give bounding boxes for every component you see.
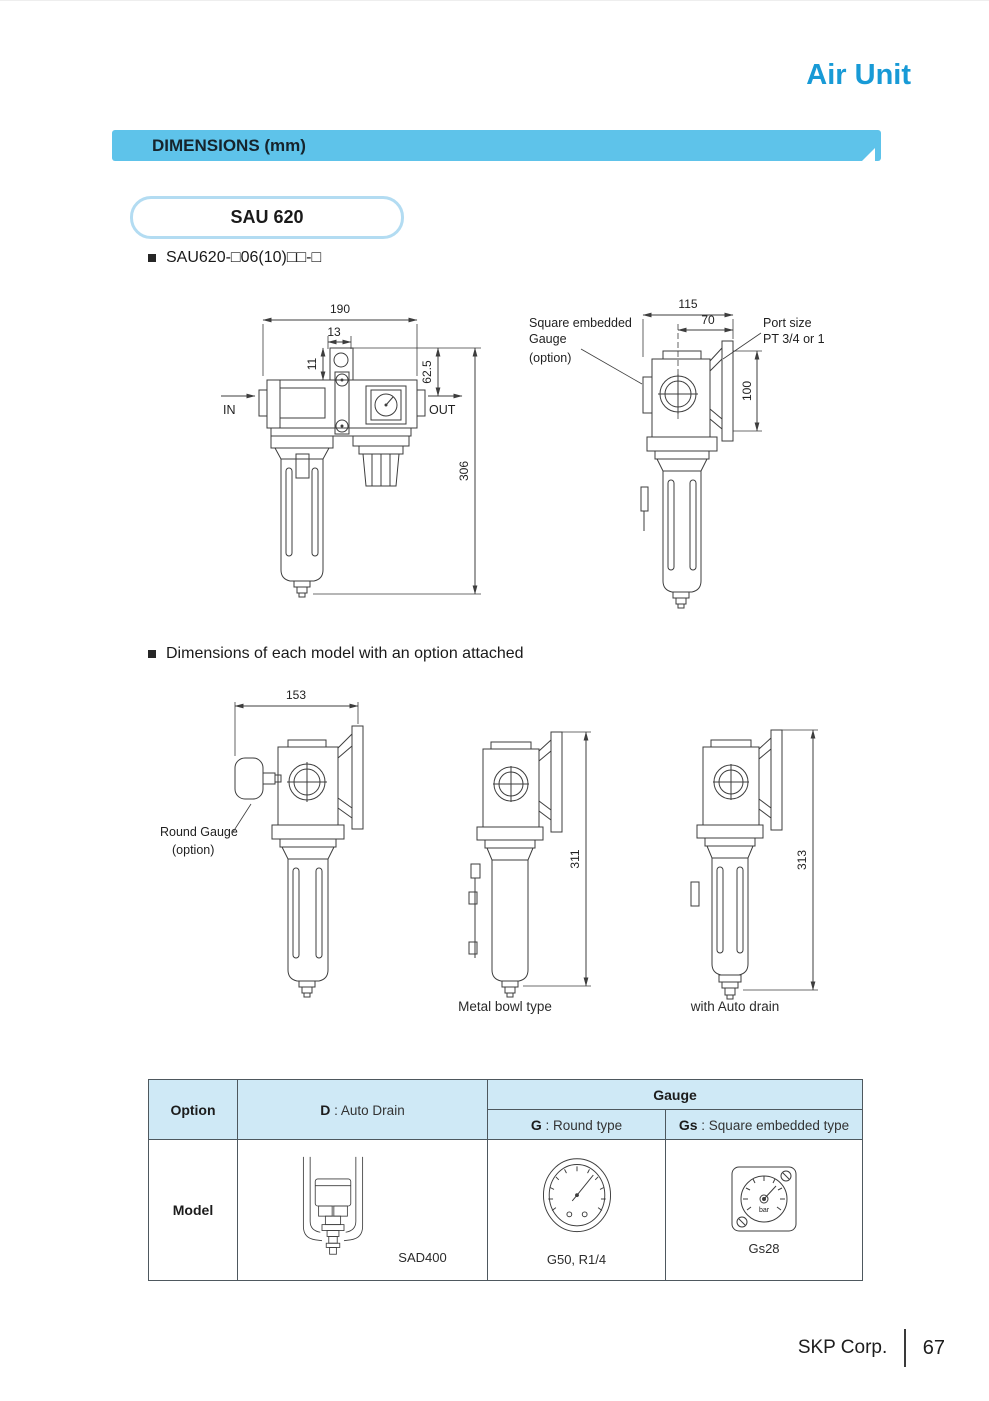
auto-drain-caption: with Auto drain [690,999,780,1014]
bracket-flange [771,730,782,830]
square-gauge-model-cell [666,1140,863,1281]
dim-offset-label: 70 [701,313,715,327]
square-bullet-icon [148,650,156,658]
section-header-bar [112,130,881,161]
dim-height-label: 306 [457,460,471,482]
in-label: IN [223,403,236,417]
auto-drain-model-cell [238,1140,488,1281]
gauge-header-label: Gauge [653,1086,697,1103]
square-gauge-icon [366,386,406,424]
model-row-header: Model [149,1140,238,1281]
model-badge-label: SAU 620 [230,207,304,227]
dim-height-label: 313 [795,849,809,871]
auto-drain-model-icon [278,1145,388,1267]
round-type-label: : Round type [541,1117,623,1133]
side-view-drawing [525,291,870,613]
table-header-row [149,1080,863,1110]
footer-divider [904,1329,906,1367]
round-gauge-icon [531,1153,623,1245]
round-gauge-model-cell [488,1140,666,1281]
page-number: 67 [922,1336,945,1359]
dim-width-label: 153 [285,688,307,702]
model-code-line [148,249,321,267]
auto-drain-key: D [320,1101,331,1118]
option-header-label: Option [170,1101,216,1118]
auto-drain-fitting [719,975,741,982]
model-badge [130,196,404,239]
options-section-heading [148,645,524,663]
round-type-header-cell [488,1110,666,1140]
auto-drain-header-cell [238,1080,488,1140]
model-code-text: SAU620-□06(10)□□-□ [166,249,322,266]
dim-width-label: 190 [329,302,351,316]
auto-drain-drawing [675,696,885,1001]
section-header-label: DIMENSIONS (mm) [152,135,306,155]
auto-drain-model-label: SAD400 [398,1250,447,1265]
option-header-cell [149,1080,238,1140]
round-gauge-callout-line2: (option) [172,843,215,857]
gauge-unit-label: bar [758,1207,770,1214]
port-callout-line1: Port size [763,316,812,330]
dim-bracket-label: 100 [740,380,754,402]
metal-bowl-caption: Metal bowl type [458,999,552,1014]
round-gauge-side-icon [235,758,263,799]
gauge-callout-line1: Square embedded [529,316,632,330]
dim-drop-label: 62.5 [420,360,434,384]
page-footer [0,1329,945,1367]
folded-corner-icon [862,148,875,161]
bracket-flange [551,732,562,832]
dim-tab-label: 13 [327,325,341,339]
round-type-key: G [530,1116,542,1133]
dim-height-label: 311 [568,849,582,869]
gauge-header-cell [488,1080,863,1110]
gauge-callout-line2: Gauge [529,332,567,346]
square-gauge-model-label: Gs28 [748,1241,780,1256]
model-row [149,1140,863,1281]
out-label: OUT [429,403,456,417]
embedded-gauge-side-icon [643,377,652,413]
options-heading-text: Dimensions of each model with an option attached [166,645,524,662]
metal-bowl-drawing [455,696,665,998]
round-gauge-option-drawing [155,686,455,998]
bracket-flange [352,726,363,829]
front-view-drawing [185,296,505,601]
square-gauge-icon [729,1164,799,1234]
round-gauge-model-label: G50, R1/4 [546,1252,607,1267]
options-table [148,1079,863,1281]
port-callout-line2: PT 3/4 or 1 [763,332,825,346]
company-name: SKP Corp. [797,1337,888,1358]
auto-drain-label: : Auto Drain [330,1102,405,1118]
square-type-label: : Square embedded type [697,1117,850,1133]
dim-tab-offset-label: 11 [305,357,319,371]
square-bullet-icon [148,254,156,262]
dim-width-label: 115 [678,297,698,311]
square-type-header-cell [666,1110,863,1140]
round-gauge-callout-line1: Round Gauge [160,825,238,839]
square-type-key: Gs [678,1116,698,1133]
page-title: Air Unit [806,59,911,91]
gauge-callout-line3: (option) [529,351,572,365]
